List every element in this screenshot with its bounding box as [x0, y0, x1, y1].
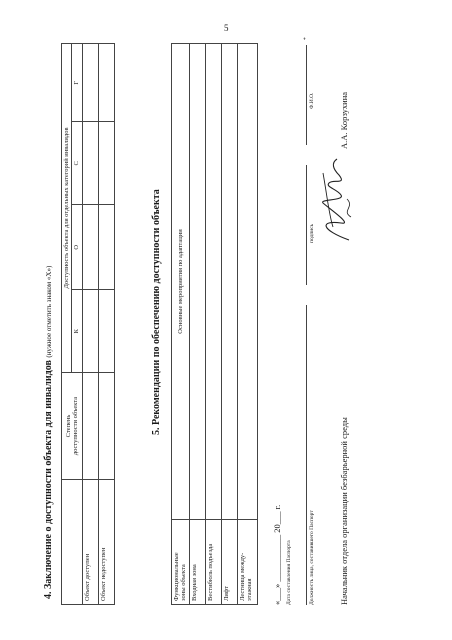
signature-underline	[306, 165, 307, 285]
category-o: О	[72, 205, 82, 290]
cell-empty	[82, 290, 98, 373]
cell-empty	[98, 44, 114, 123]
cell-empty	[98, 373, 114, 480]
cell-empty	[82, 44, 98, 123]
zones-header-line1: Функциональные	[173, 552, 180, 601]
measures-header: Основные мероприятия по адаптации	[172, 44, 190, 520]
signer-name: А.А. Корзухина	[339, 91, 349, 149]
handwritten-signature	[311, 155, 361, 245]
zone-entrance: Входная зона	[189, 520, 205, 605]
zone-vestibule: Вестибюль подъезда	[205, 520, 221, 605]
zone-staircase-line1: Лестница между-	[238, 552, 246, 601]
footnote-mark: *	[303, 37, 309, 40]
empty-header-cell	[62, 480, 83, 605]
cell-empty	[82, 205, 98, 290]
position-underline	[306, 305, 307, 605]
rotated-page-content	[41, 25, 411, 605]
signature-caption: подпись	[309, 223, 315, 243]
section4-title: 4. Заключение о доступности объекта для инвалидов	[43, 360, 54, 599]
cell-empty	[221, 44, 237, 520]
cell-empty	[189, 44, 205, 520]
page-number: 5	[224, 23, 229, 33]
section4-heading	[43, 266, 54, 599]
zones-header	[172, 520, 190, 605]
category-g: Г	[72, 44, 82, 123]
section4-note: (нужное отметить знаком «Х»)	[45, 265, 53, 358]
cell-empty	[82, 122, 98, 205]
row-object-accessible: Объект доступен	[82, 480, 98, 605]
cell-empty	[98, 205, 114, 290]
accessibility-conclusion-table	[61, 43, 115, 605]
cell-empty	[205, 44, 221, 520]
category-k: К	[72, 290, 82, 373]
name-caption: Ф.И.О.	[309, 92, 315, 109]
section5-title: 5. Рекомендации по обеспечению доступности объекта	[151, 189, 162, 435]
accessibility-group-header: Доступность объекта для отдельных категорий инвалидов	[62, 44, 72, 373]
signer-position: Начальник отдела организации безбарьерной среды	[339, 417, 349, 605]
date-caption: Дата составления Паспорта	[286, 540, 292, 605]
degree-header-line2: доступности объекта	[71, 396, 79, 456]
cell-empty	[82, 373, 98, 480]
cell-empty	[237, 44, 257, 520]
zone-elevator: Лифт	[221, 520, 237, 605]
degree-header-line1: Степень	[64, 414, 72, 438]
zone-staircase	[237, 520, 257, 605]
cell-empty	[98, 122, 114, 205]
degree-header	[62, 373, 83, 480]
cell-empty	[98, 290, 114, 373]
position-caption: Должность лица, составившего Паспорт	[309, 510, 315, 605]
row-object-inaccessible: Объект недоступен	[98, 480, 114, 605]
zone-staircase-line2: этажная	[246, 578, 254, 601]
category-s: С	[72, 122, 82, 205]
date-line: «___» ___________ 20___ г.	[272, 504, 282, 605]
recommendations-table	[171, 43, 258, 605]
zones-header-line2: зоны объекта	[180, 564, 188, 601]
name-underline	[306, 45, 307, 145]
